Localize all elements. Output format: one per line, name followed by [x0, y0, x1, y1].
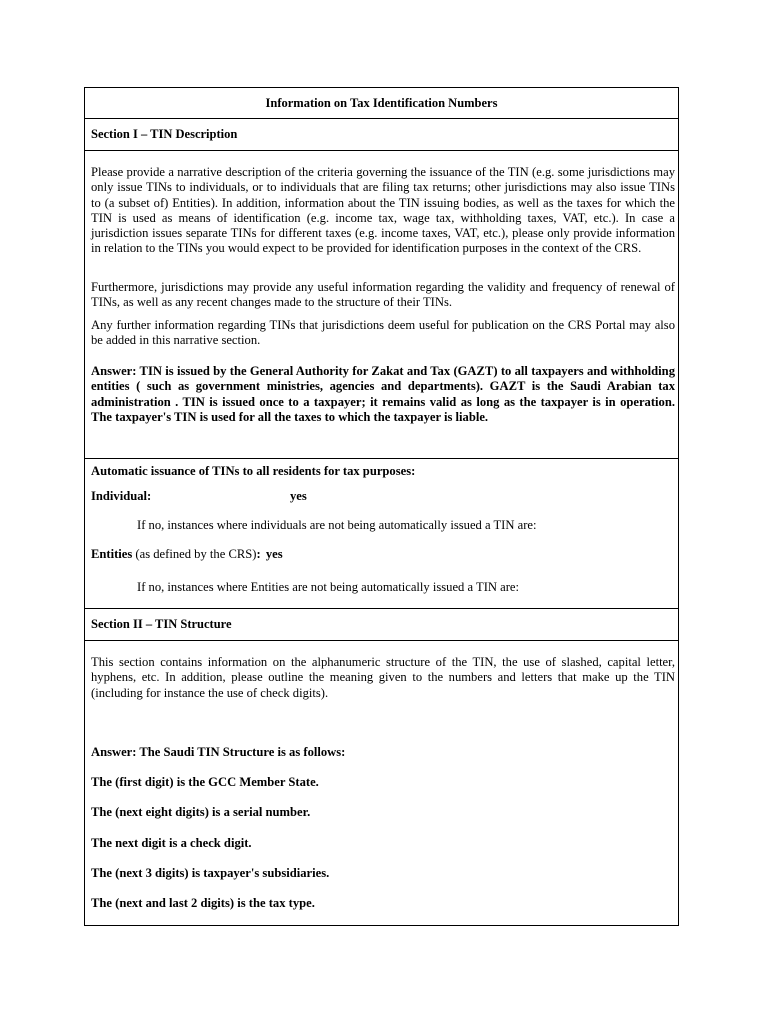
entities-note: If no, instances where Entities are not being automatically issued a TIN are:: [137, 580, 520, 594]
individual-label: Individual:: [91, 489, 152, 503]
section2-body: [85, 641, 678, 925]
automatic-issuance-heading: Automatic issuance of TINs to all residents for tax purposes:: [91, 464, 416, 478]
automatic-issuance-section: [85, 459, 678, 609]
section2-answer-heading: Answer: The Saudi TIN Structure is as follows:: [91, 745, 346, 759]
entities-label: Entities: [91, 547, 133, 561]
tin-structure-item: The (next eight digits) is a serial number.: [91, 805, 311, 819]
title-row: [85, 88, 678, 119]
section1-paragraph-1: Please provide a narrative description of the criteria governing the issuance of the TIN (e.g. some jurisdictions may only issue TINs to individuals, or to individuals that are filing tax returns; other jurisdictions may also issue TINs to (a subset of) Entities). In addition, information about the TIN issuing bodies, as well as the taxes for which the TIN is used as means of identification (e.g. income tax, wage tax, withholding taxes, VAT, etc.). In case a jurisdiction issues separate TINs for different taxes (e.g. income taxes, VAT, etc.), please only provide information in relation to the TINs you would expect to be provided for identification purposes in the context of the CRS.: [91, 165, 675, 256]
section2-heading: Section II – TIN Structure: [91, 617, 232, 631]
section1-paragraph-2: Furthermore, jurisdictions may provide any useful information regarding the validity and frequency of renewal of TINs, as well as any recent changes made to the structure of their TINs.: [91, 280, 675, 310]
document-title: Information on Tax Identification Numbers: [265, 96, 498, 110]
entities-line: [91, 547, 283, 562]
entities-qualifier: (as defined by the CRS): [132, 547, 257, 561]
section1-paragraph-3: Any further information regarding TINs that jurisdictions deem useful for publication on the CRS Portal may also be added in this narrative section.: [91, 318, 675, 348]
tin-structure-item: The next digit is a check digit.: [91, 836, 252, 850]
section1-body: [85, 151, 678, 459]
tin-structure-item: The (next and last 2 digits) is the tax type.: [91, 896, 315, 910]
document-form: [84, 87, 679, 926]
section1-heading-row: [85, 119, 678, 151]
section2-heading-row: [85, 609, 678, 641]
section1-answer: Answer: TIN is issued by the General Authority for Zakat and Tax (GAZT) to all taxpayers and withholding entities ( such as government ministries, agencies and departments). GAZT is the Saudi Arabian tax administration . TIN is issued once to a taxpayer; it remains valid as long as the taxpayer is in operation. The taxpayer's TIN is used for all the taxes to which the taxpayer is liable.: [91, 364, 675, 424]
entities-colon: :: [256, 547, 261, 561]
section2-intro: This section contains information on the alphanumeric structure of the TIN, the use of slashed, capital letter, hyphens, etc. In addition, please outline the meaning given to the numbers and letters that make up the TIN (including for instance the use of check digits).: [91, 655, 675, 700]
individual-value: yes: [290, 489, 307, 503]
individual-note: If no, instances where individuals are not being automatically issued a TIN are:: [137, 518, 537, 532]
tin-structure-item: The (first digit) is the GCC Member State.: [91, 775, 319, 789]
entities-value: yes: [265, 547, 283, 561]
section1-heading: Section I – TIN Description: [91, 127, 238, 141]
tin-structure-item: The (next 3 digits) is taxpayer's subsidiaries.: [91, 866, 330, 880]
